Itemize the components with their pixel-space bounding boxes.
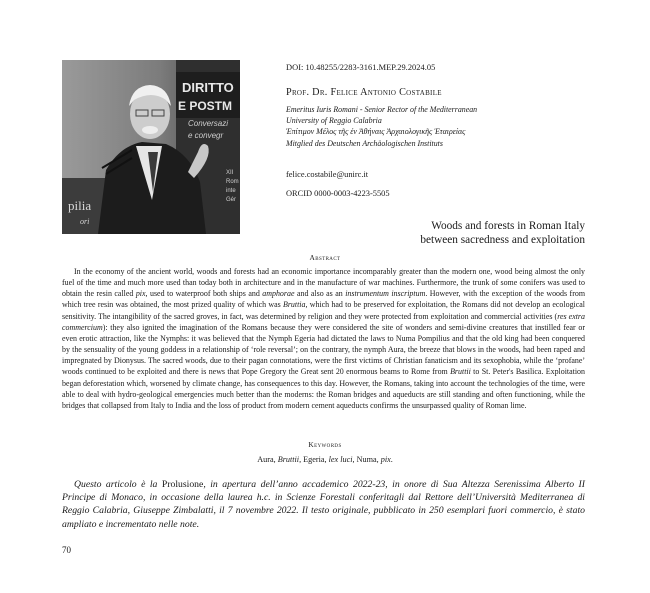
affiliation-line: Mitglied des Deutschen Archäologischen Instituts <box>286 138 443 148</box>
page-number: 70 <box>62 545 71 555</box>
svg-text:XII: XII <box>226 170 234 176</box>
svg-text:Conversazi: Conversazi <box>188 119 229 128</box>
title-line-1: Woods and forests in Roman Italy <box>431 220 585 232</box>
svg-text:pilia: pilia <box>68 198 92 213</box>
text-run: . However, with the exception of the woods from which tree resin was obtained, the most prized quality of which was <box>62 289 585 310</box>
doi: DOI: 10.48255/2283-3161.MEP.29.2024.05 <box>286 63 436 72</box>
banner-text: DIRITTO <box>182 80 234 95</box>
text-run: , Egeria, <box>299 455 329 464</box>
svg-text:inte: inte <box>226 188 236 194</box>
text-run: In the economy of the ancient world, woods and forests had an economic importance incomparably greater than the modern one, wood being almost the only fuel of the time and much more used than today both in architecture and in the manufacture of war machines. Furthermore, the trunk of some conifers was used to obtain the resin called <box>62 267 585 299</box>
author-orcid: ORCID 0000-0003-4223-5505 <box>286 189 390 198</box>
affiliation-line: Emeritus Iuris Romani - Senior Rector of the Mediterranean <box>286 105 478 114</box>
keywords-heading: Keywords <box>308 440 342 449</box>
text-run: ): they also ignited the imagination of the Romans because they were considered the site of wonders and semi-divine creatures that instilled fear or even erotic attraction, like the Nymphs: it was believed that the Nymph Egeria had dictated the laws to Numa Pompilius and that the old king had been conquered by the sensuality of the young goddess in a relationship of ‘role reversal’; on the contrary, the nymph Aura, the breeze that blows in the woods, had been raped and impregnated by Dionysus. The sacred woods, due to their pagan connotations, were the first victims of Christian fanaticism and its sexophobia, while the ‘profane’ woods continued to be exploited and there is news that Pope Gregory the Great sent 20 enormous beams to Rome from <box>62 322 585 377</box>
abstract-paragraph <box>62 266 585 411</box>
text-run: Questo articolo è la <box>74 479 162 490</box>
text-run: pix <box>135 289 146 299</box>
svg-text:E POSTM: E POSTM <box>178 99 233 113</box>
text-run: , which had to be preserved for exploitation, the Romans did not develop an ecological sensitivity. The intangibility of the sacred groves, in fact, was determined by religion and they were protected from exploitation and commercial activities ( <box>62 300 586 321</box>
affiliation-line: Ἐπίτιμον Μέλος τῆς ἐν Ἀθήναις Ἀρχαιολογικῆς Ἑταιρείας <box>286 127 466 137</box>
author-affiliations <box>286 104 477 149</box>
abstract-heading: Abstract <box>309 253 341 262</box>
svg-text:Gér: Gér <box>226 197 237 203</box>
text-run: , used to waterproof both ships and <box>145 289 263 299</box>
abstract-body <box>62 266 585 411</box>
article-title <box>420 219 585 247</box>
text-run: , Numa, <box>352 455 381 464</box>
text-run: Bruttii <box>450 367 471 377</box>
text-run: res extra commercium <box>62 311 585 332</box>
svg-text:e convegr: e convegr <box>188 131 224 140</box>
keywords-list <box>0 455 650 464</box>
text-run: , in apertura dell’anno accademico 2022-23, in onore di Sua Altezza Serenissima Alberto II Principe di Monaco, in occasione della laurea h.c. in Scienze Forestali conferitagli dal Rettore dell’Università Mediterranea di Reggio Calabria, Giuseppe Zimbalatti, il 7 novembre 2022. Il testo originale, pubblicato in 250 esemplari fuori commercio, è stato ampliato e incrementato nelle note. <box>62 479 585 530</box>
text-run: Bruttia <box>282 300 306 310</box>
dedication-note <box>62 478 585 531</box>
author-name: Prof. Dr. Felice Antonio Costabile <box>286 87 442 98</box>
text-run: . <box>390 455 393 464</box>
text-run: instrumentum inscriptum <box>345 289 426 299</box>
author-photo <box>62 60 240 234</box>
text-run: and also as an <box>294 289 346 299</box>
affiliation-line: University of Reggio Calabria <box>286 116 382 126</box>
text-run: Aura, <box>257 455 278 464</box>
title-line-2: between sacredness and exploitation <box>420 234 585 247</box>
text-run: to St. Peter's Basilica. Exploitation began deforestation which, worsened by climate change, has consequences to this day. However, the Romans, taking into account the technologies of the time, were able to deal with hydro-geological emergencies much better than the moderns: the Roman bridges and aqueducts are still standing and often functioning, while the bridges that collapsed from Italy to India and the loss of product from modern cement aqueducts confirms the unsurpassed quality of Roman lime. <box>62 367 585 410</box>
svg-text:ori: ori <box>80 217 90 226</box>
text-run: Bruttii <box>277 455 300 464</box>
svg-text:Rom: Rom <box>226 179 239 185</box>
text-run: lex luci <box>328 455 353 464</box>
text-run: Prolusione <box>161 479 204 490</box>
text-run: pix <box>380 455 391 464</box>
text-run: amphorae <box>262 289 295 299</box>
author-email[interactable]: felice.costabile@unirc.it <box>286 170 369 179</box>
